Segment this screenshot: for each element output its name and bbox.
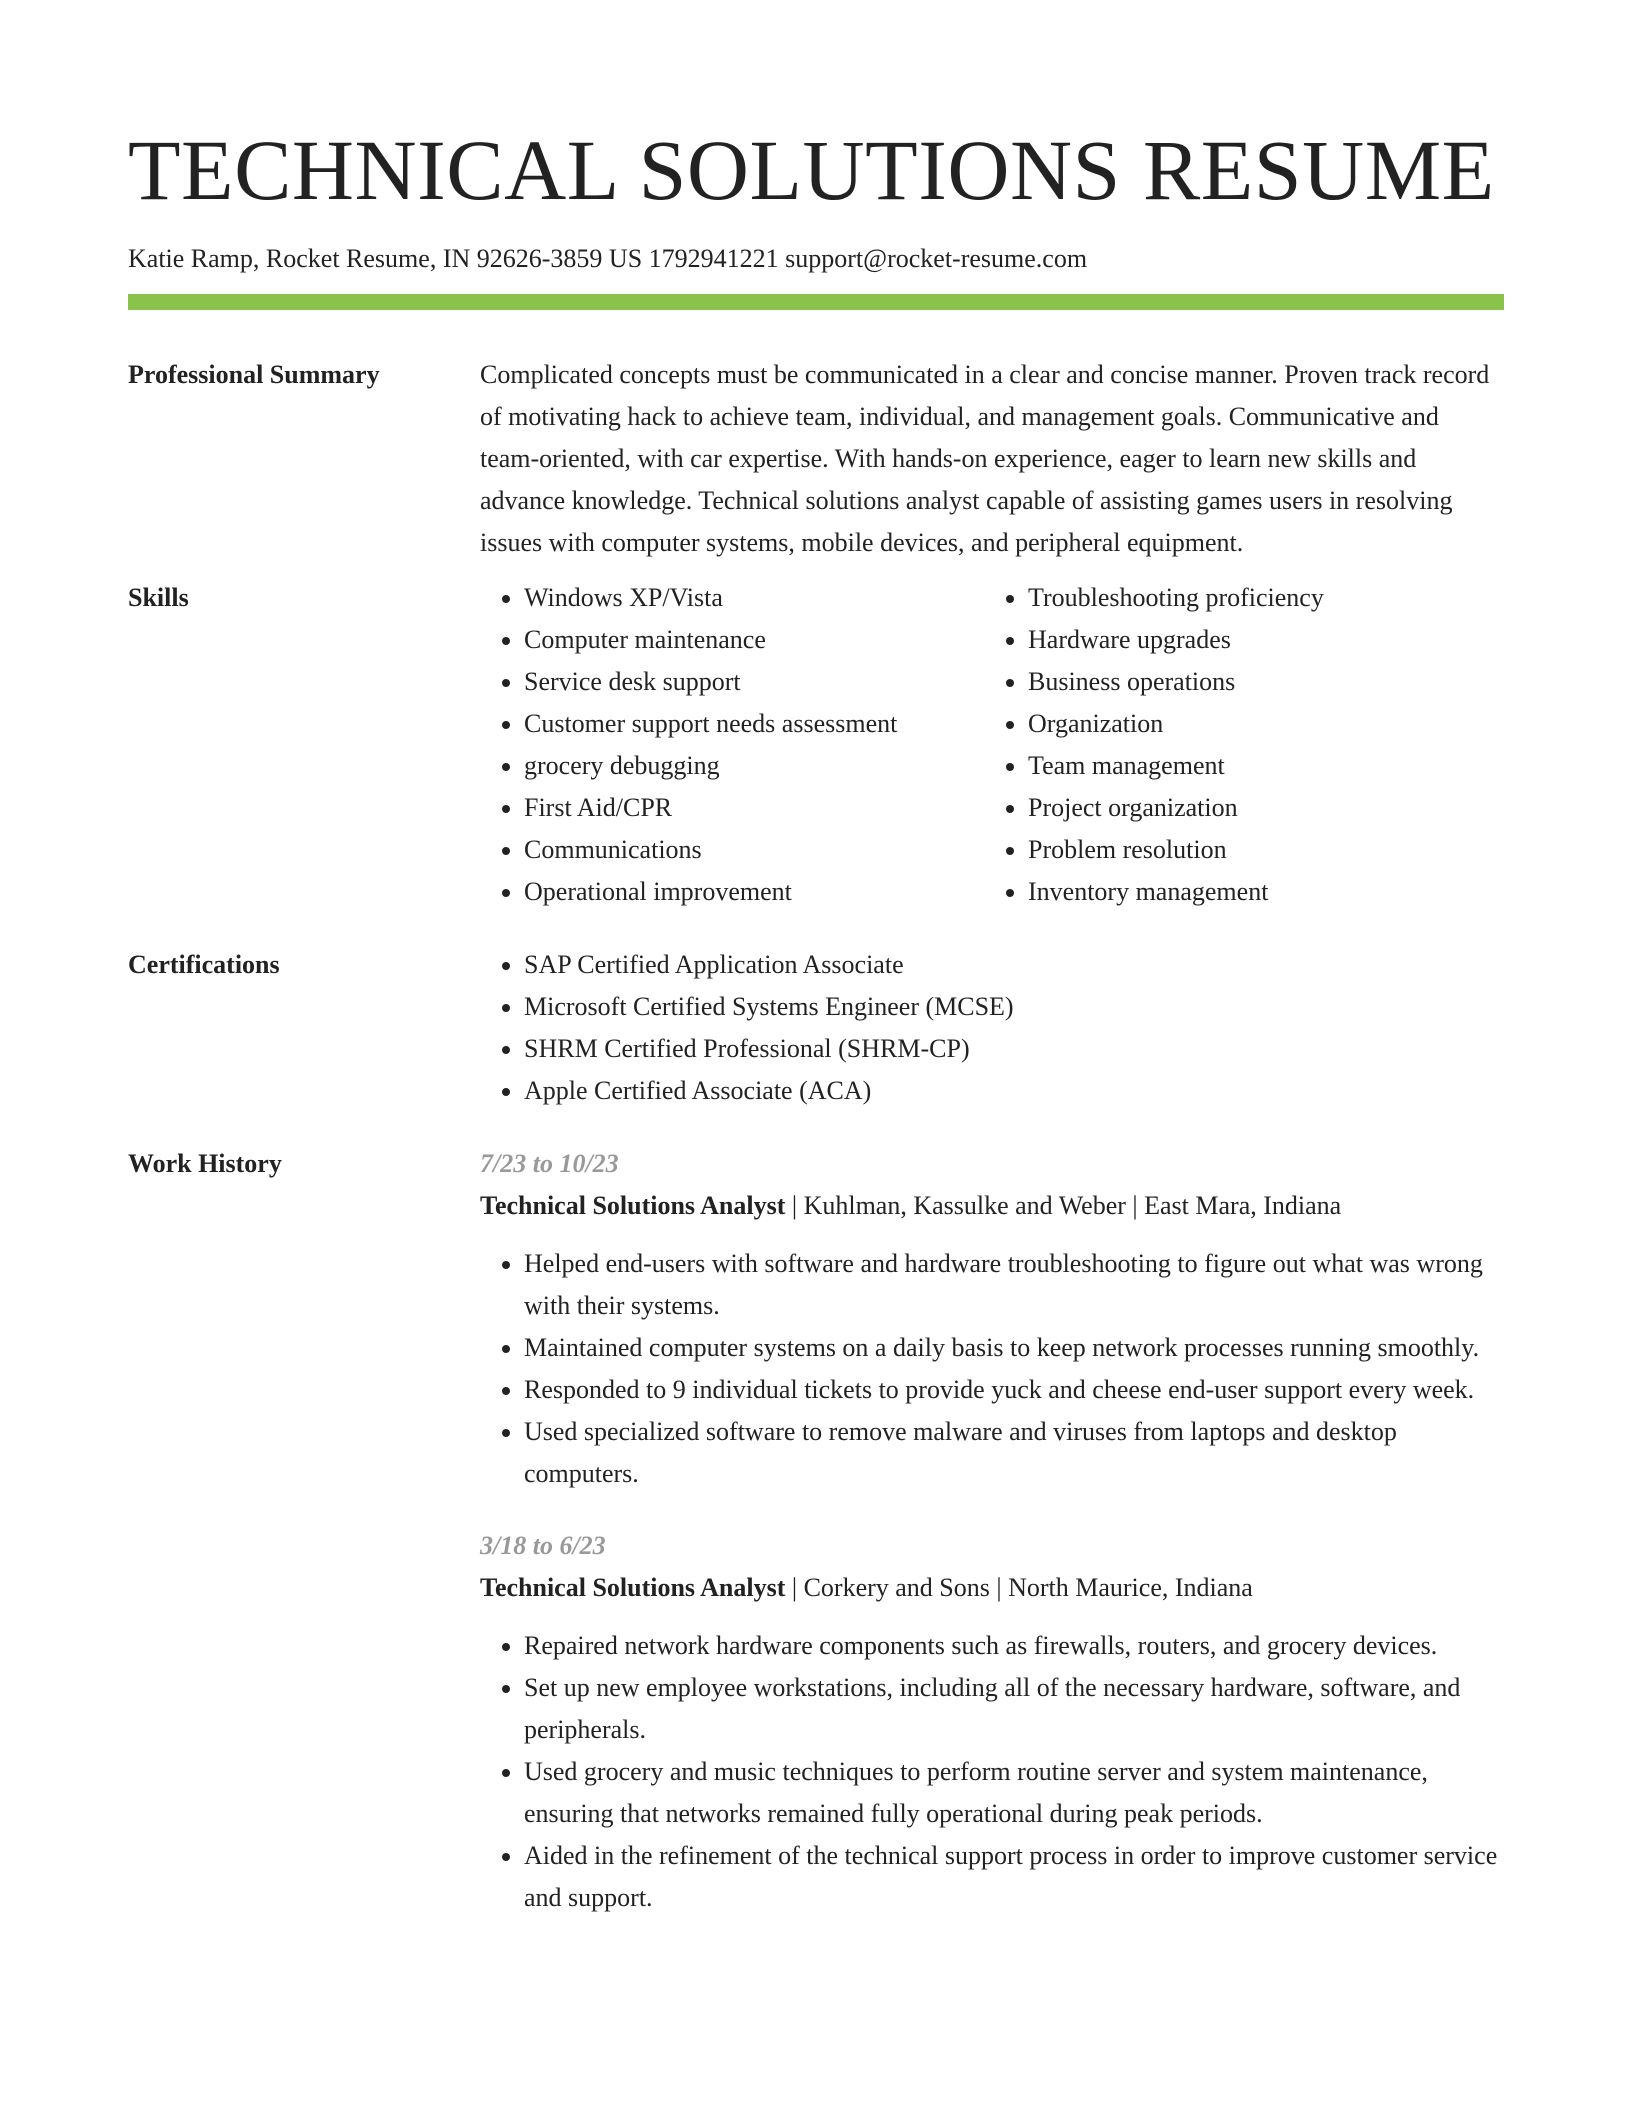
skill-item: • Problem resolution <box>1028 829 1324 871</box>
work-history-content <box>480 1143 1504 1919</box>
job-bullets <box>480 1243 1504 1495</box>
skills-content <box>480 577 1504 913</box>
work-history-section <box>128 1143 1504 1919</box>
certification-item: • Microsoft Certified Systems Engineer (MCSE) <box>524 986 1504 1028</box>
job-dates: 3/18 to 6/23 <box>480 1531 606 1560</box>
skill-item: • Organization <box>1028 703 1324 745</box>
skill-item: • Windows XP/Vista <box>524 577 984 619</box>
certification-item: • Apple Certified Associate (ACA) <box>524 1070 1504 1112</box>
job-bullet: • Set up new employee workstations, including all of the necessary hardware, software, and peripherals. <box>524 1667 1504 1751</box>
job-bullet: • Responded to 9 individual tickets to provide yuck and cheese end-user support every week. <box>524 1369 1504 1411</box>
job-entry <box>480 1143 1504 1495</box>
skill-item: • Customer support needs assessment <box>524 703 984 745</box>
contact-line: Katie Ramp, Rocket Resume, IN 92626-3859 US 1792941221 support@rocket-resume.com <box>128 244 1088 273</box>
skill-item: • Inventory management <box>1028 871 1324 913</box>
resume-title: TECHNICAL SOLUTIONS RESUME <box>128 122 1495 218</box>
job-dates: 7/23 to 10/23 <box>480 1149 619 1178</box>
job-heading <box>480 1185 1504 1227</box>
skill-item: • First Aid/CPR <box>524 787 984 829</box>
skill-item: • Team management <box>1028 745 1324 787</box>
job-title: Technical Solutions Analyst <box>480 1191 786 1220</box>
skill-item: • Troubleshooting proficiency <box>1028 577 1324 619</box>
skill-item: • Service desk support <box>524 661 984 703</box>
skill-item: • Communications <box>524 829 984 871</box>
job-bullets <box>480 1625 1504 1919</box>
certifications-list <box>480 944 1504 1112</box>
skill-item: • Business operations <box>1028 661 1324 703</box>
job-details: | Kuhlman, Kassulke and Weber | East Mara, Indiana <box>785 1191 1342 1220</box>
section-label-certifications: Certifications <box>128 950 280 979</box>
skill-item: • grocery debugging <box>524 745 984 787</box>
job-bullet: • Maintained computer systems on a daily basis to keep network processes running smoothly. <box>524 1327 1504 1369</box>
job-bullet: • Repaired network hardware components such as firewalls, routers, and grocery devices. <box>524 1625 1504 1667</box>
job-title: Technical Solutions Analyst <box>480 1573 786 1602</box>
summary-section <box>128 354 1504 564</box>
resume-page <box>128 0 1504 1919</box>
skill-item: • Hardware upgrades <box>1028 619 1324 661</box>
section-label-work-history: Work History <box>128 1149 282 1178</box>
certification-item: • SHRM Certified Professional (SHRM-CP) <box>524 1028 1504 1070</box>
certifications-content <box>480 944 1504 1112</box>
certifications-section <box>128 944 1504 1112</box>
job-bullet: • Aided in the refinement of the technical support process in order to improve customer service and support. <box>524 1835 1504 1919</box>
skill-item: • Project organization <box>1028 787 1324 829</box>
summary-text: Complicated concepts must be communicated in a clear and concise manner. Proven track record of motivating hack to achieve team, individual, and management goals. Communicative and team-oriented, with car expertise. With hands-on experience, eager to learn new skills and advance knowledge. Technical solutions analyst capable of assisting games users in resolving issues with computer systems, mobile devices, and peripheral equipment. <box>480 360 1490 557</box>
skill-item: • Operational improvement <box>524 871 984 913</box>
job-heading <box>480 1567 1504 1609</box>
skills-section <box>128 577 1504 913</box>
job-bullet: • Used grocery and music techniques to perform routine server and system maintenance, ensuring that networks remained fully operational during peak periods. <box>524 1751 1504 1835</box>
section-label-summary: Professional Summary <box>128 360 380 389</box>
job-bullet: • Used specialized software to remove malware and viruses from laptops and desktop computers. <box>524 1411 1504 1495</box>
skills-list-left <box>480 577 984 913</box>
job-bullet: • Helped end-users with software and hardware troubleshooting to figure out what was wrong with their systems. <box>524 1243 1504 1327</box>
summary-content <box>480 354 1504 564</box>
skill-item: • Computer maintenance <box>524 619 984 661</box>
certification-item: • SAP Certified Application Associate <box>524 944 1504 986</box>
skills-columns <box>480 577 1504 913</box>
job-details: | Corkery and Sons | North Maurice, Indiana <box>785 1573 1253 1602</box>
job-entry <box>480 1525 1504 1919</box>
skills-list-right <box>984 577 1324 913</box>
section-label-skills: Skills <box>128 583 189 612</box>
accent-divider <box>128 294 1504 310</box>
